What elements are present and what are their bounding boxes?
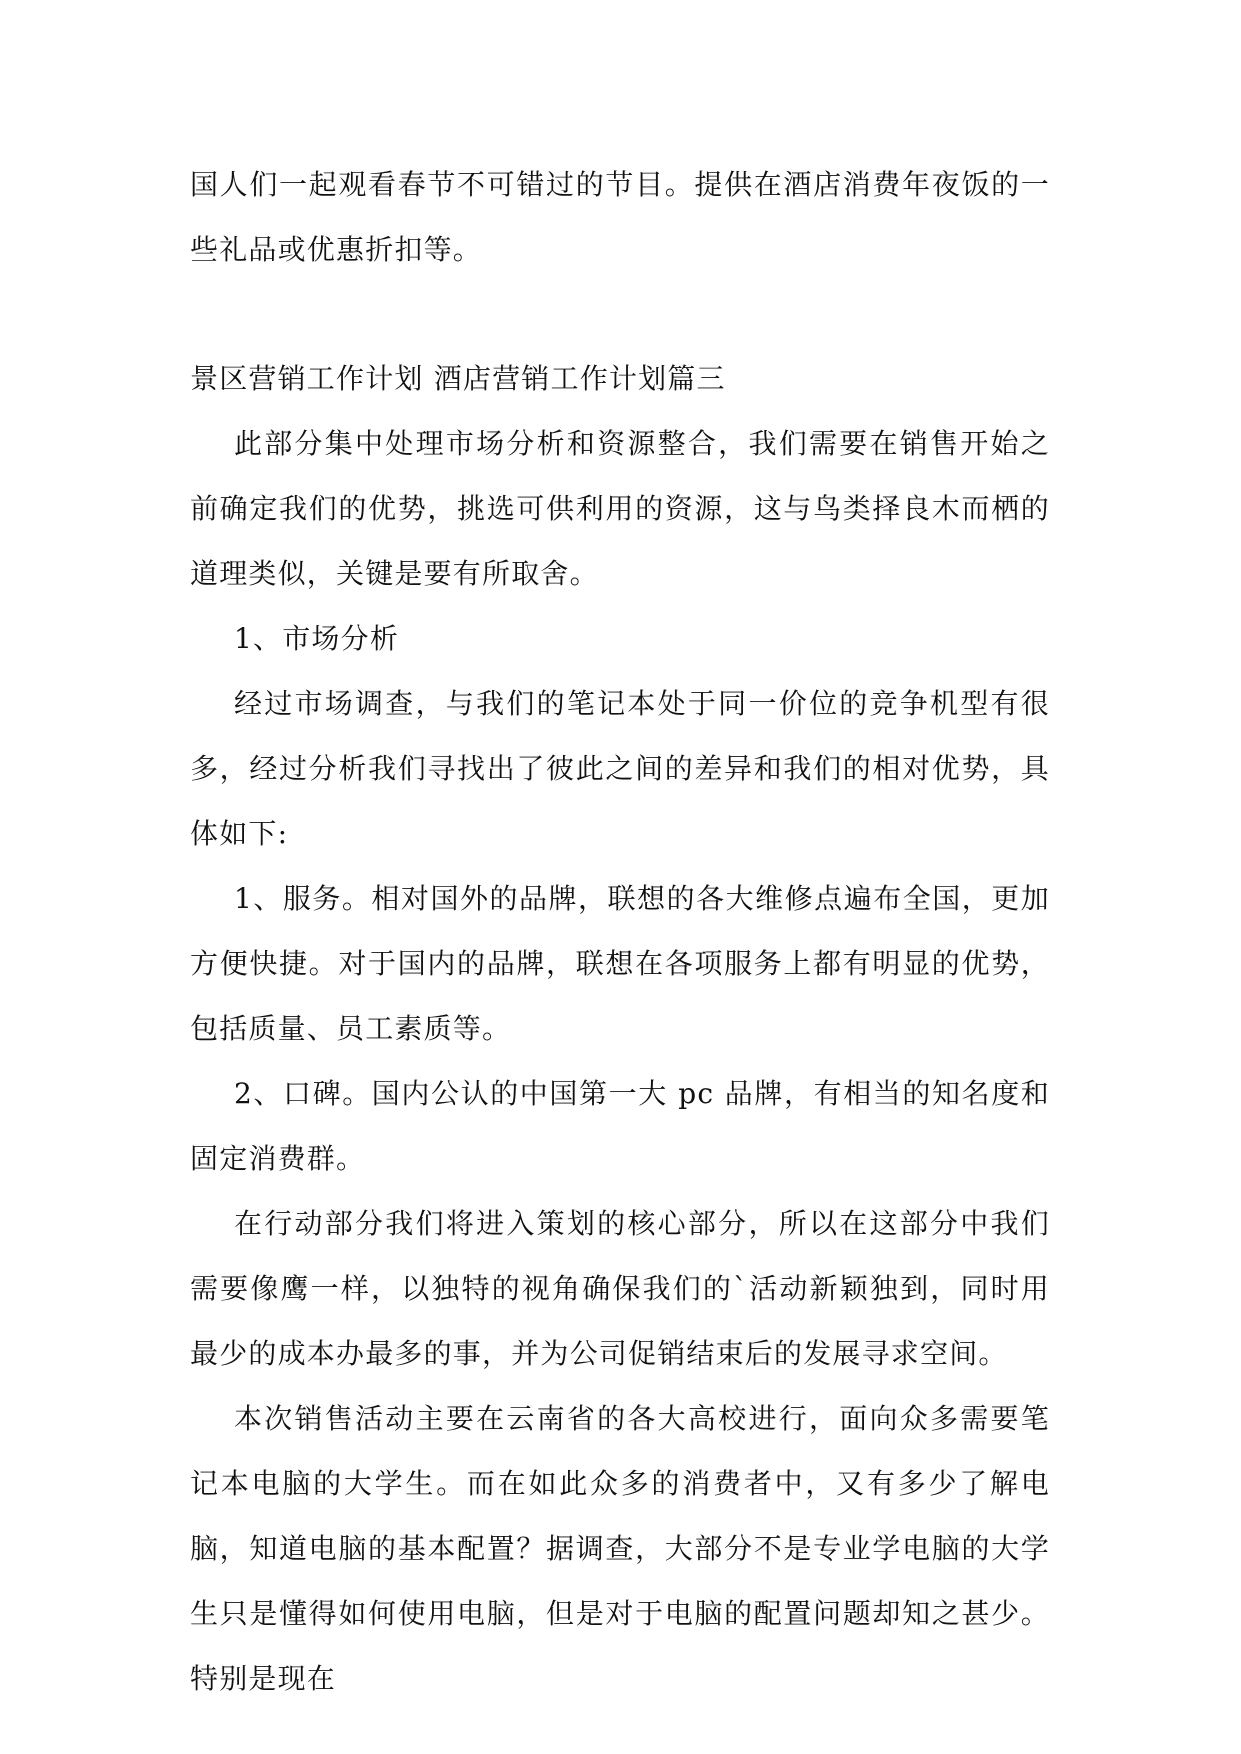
paragraph-action: 在行动部分我们将进入策划的核心部分，所以在这部分中我们需要像鹰一样，以独特的视角确保我们的`活动新颖独到，同时用最少的成本办最多的事，并为公司促销结束后的发展寻求空间。 [190, 1207, 1050, 1370]
paragraph-market-survey: 经过市场调查，与我们的笔记本处于同一价位的竞争机型有很多，经过分析我们寻找出了彼此之间的差异和我们的相对优势，具体如下: [190, 687, 1050, 850]
subheading-market-analysis: 1、市场分析 [234, 622, 400, 655]
document-body [190, 152, 1050, 1711]
section-heading: 景区营销工作计划 酒店营销工作计划篇三 [190, 362, 726, 395]
paragraph-continuation: 国人们一起观看春节不可错过的节目。提供在酒店消费年夜饭的一些礼品或优惠折扣等。 [190, 168, 1050, 266]
paragraph-intro: 此部分集中处理市场分析和资源整合，我们需要在销售开始之前确定我们的优势，挑选可供利用的资源，这与鸟类择良木而栖的道理类似，关键是要有所取舍。 [190, 427, 1050, 590]
paragraph-sales-activity: 本次销售活动主要在云南省的各大高校进行，面向众多需要笔记本电脑的大学生。而在如此众多的消费者中，又有多少了解电脑，知道电脑的基本配置？据调查，大部分不是专业学电脑的大学生只是懂得如何使用电脑，但是对于电脑的配置问题却知之甚少。特别是现在 [190, 1402, 1050, 1695]
list-item-service: 1、服务。相对国外的品牌，联想的各大维修点遍布全国，更加方便快捷。对于国内的品牌，联想在各项服务上都有明显的优势，包括质量、员工素质等。 [190, 882, 1050, 1045]
list-item-reputation: 2、口碑。国内公认的中国第一大 pc 品牌，有相当的知名度和固定消费群。 [190, 1077, 1050, 1175]
